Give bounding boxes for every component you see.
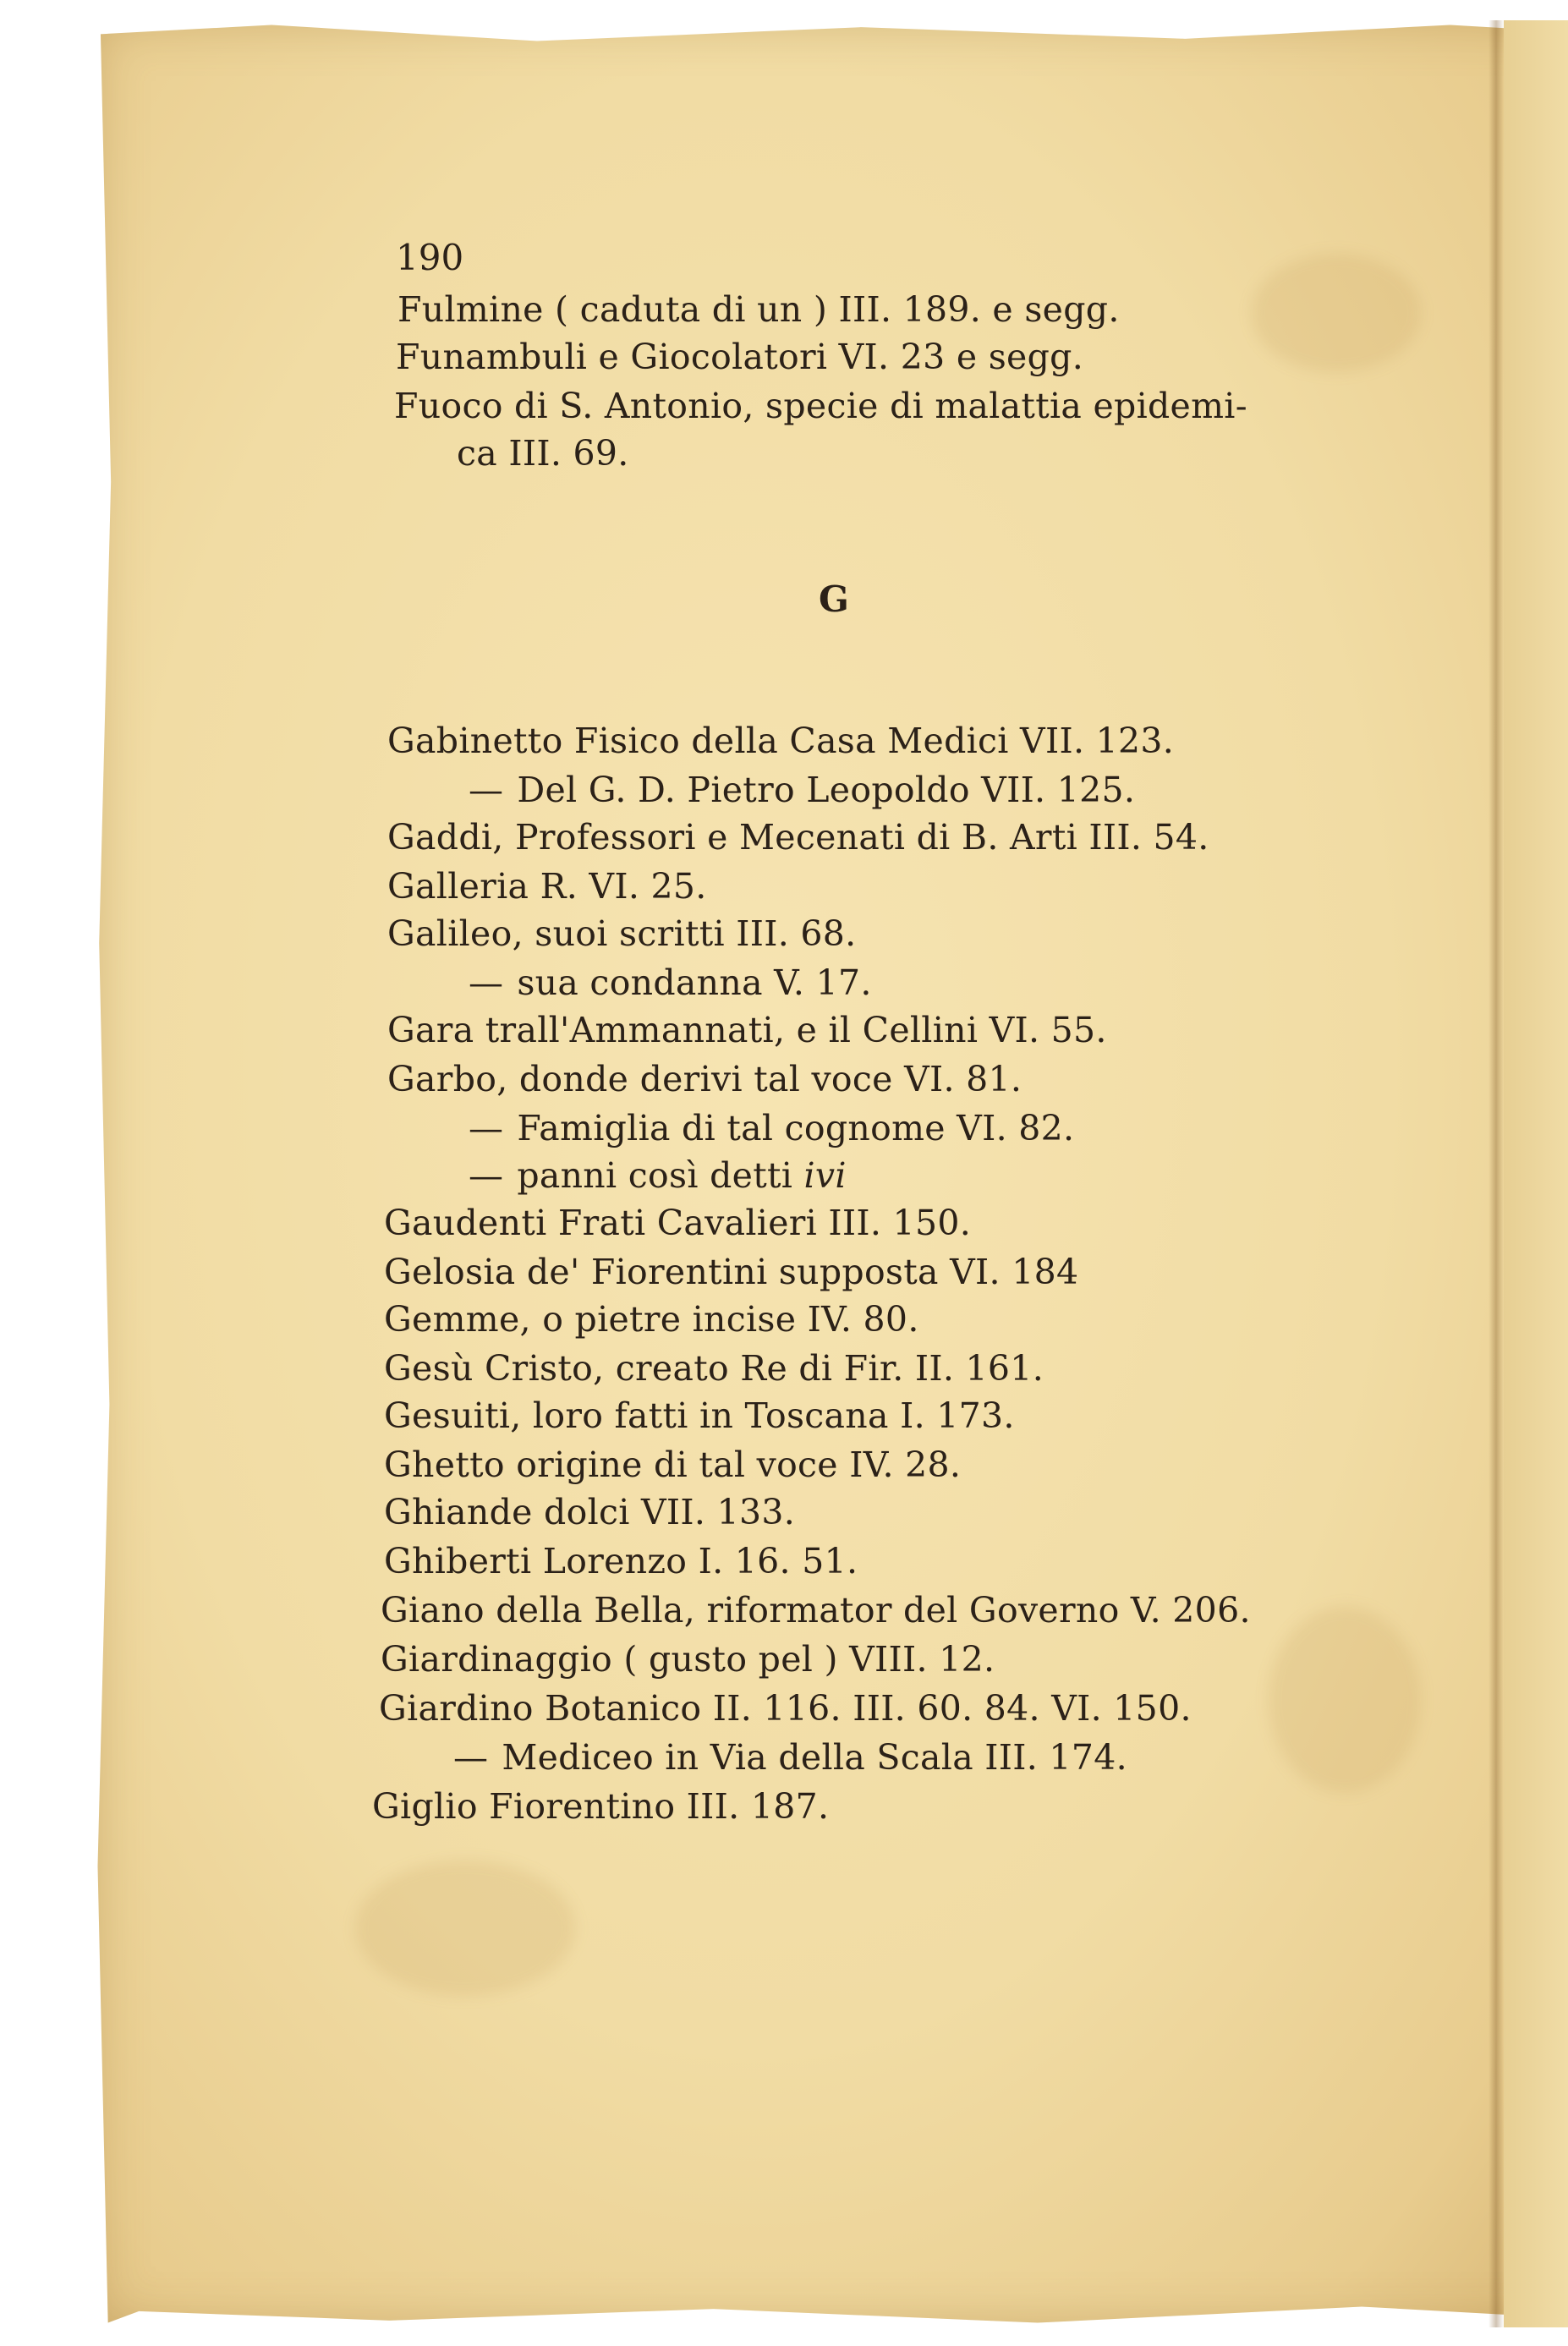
- entry-text: Garbo, donde derivi tal voce VI. 81.: [387, 1059, 1022, 1099]
- entry-text: Galileo, suoi scritti III. 68.: [387, 913, 857, 954]
- index-entry: [384, 1541, 858, 1581]
- index-subentry: [469, 1155, 847, 1196]
- page-number: 190: [396, 237, 464, 278]
- paper-stain: [1252, 254, 1421, 372]
- entry-text: ca III. 69.: [457, 433, 629, 474]
- index-entry: [394, 386, 1247, 426]
- dash-mark: —: [469, 962, 504, 1003]
- dash-mark: —: [469, 770, 504, 810]
- entry-text: Gaddi, Professori e Mecenati di B. Arti III. 54.: [387, 817, 1209, 858]
- entry-italic: ivi: [803, 1155, 847, 1196]
- index-entry: [387, 1059, 1022, 1099]
- entry-text: Fulmine ( caduta di un ) III. 189. e segg.: [397, 289, 1120, 330]
- adjacent-page-edge: [1504, 20, 1568, 2327]
- entry-text: Gesù Cristo, creato Re di Fir. II. 161.: [384, 1348, 1044, 1389]
- entry-text: Gabinetto Fisico della Casa Medici VII. 123.: [387, 721, 1175, 761]
- dash-mark: —: [453, 1737, 489, 1778]
- entry-text: Giglio Fiorentino III. 187.: [372, 1786, 830, 1827]
- entry-text: Gemme, o pietre incise IV. 80.: [384, 1299, 919, 1340]
- index-subentry: [453, 1737, 1127, 1778]
- entry-text: Gaudenti Frati Cavalieri III. 150.: [384, 1203, 972, 1243]
- entry-text: Giano della Bella, riformator del Governo V. 206.: [381, 1590, 1251, 1631]
- entry-text: Ghetto origine di tal voce IV. 28.: [384, 1444, 962, 1485]
- entry-text: Giardinaggio ( gusto pel ) VIII. 12.: [381, 1639, 995, 1680]
- dash-mark: —: [469, 1155, 504, 1196]
- index-entry: [384, 1348, 1044, 1389]
- entry-text: Galleria R. VI. 25.: [387, 866, 707, 907]
- entry-text: panni così detti: [517, 1155, 793, 1196]
- index-subentry: [469, 1108, 1074, 1148]
- entry-text: Fuoco di S. Antonio, specie di malattia epidemi-: [394, 386, 1247, 426]
- index-entry: [384, 1444, 961, 1485]
- entry-text: Funambuli e Giocolatori VI. 23 e segg.: [396, 337, 1084, 377]
- entry-text: Ghiberti Lorenzo I. 16. 51.: [384, 1541, 858, 1581]
- index-entry: [384, 1492, 795, 1532]
- index-entry: [379, 1688, 1192, 1729]
- index-entry: [387, 913, 857, 954]
- index-entry: [387, 721, 1174, 761]
- index-entry: [384, 1252, 1078, 1292]
- index-entry: [372, 1786, 829, 1827]
- index-entry: [381, 1590, 1251, 1631]
- index-entry: [387, 817, 1209, 858]
- paper-stain: [1269, 1607, 1421, 1793]
- index-entry: [457, 433, 629, 474]
- index-subentry: [469, 770, 1135, 810]
- entry-text: Gesuiti, loro fatti in Toscana I. 173.: [384, 1395, 1015, 1436]
- entry-text: Giardino Botanico II. 116. III. 60. 84. VI. 150.: [379, 1688, 1192, 1729]
- entry-text: Ghiande dolci VII. 133.: [384, 1492, 796, 1532]
- entry-text: Famiglia di tal cognome VI. 82.: [517, 1108, 1075, 1148]
- index-entry: [396, 337, 1083, 377]
- index-entry: [387, 866, 707, 907]
- binding-fold: [1489, 20, 1504, 2327]
- index-entry: [384, 1395, 1015, 1436]
- entry-text: sua condanna V. 17.: [517, 962, 872, 1003]
- index-entry: [397, 289, 1120, 330]
- index-entry: [384, 1299, 919, 1340]
- index-entry: [384, 1203, 971, 1243]
- paper-stain: [355, 1861, 575, 1996]
- entry-text: Gelosia de' Fiorentini supposta VI. 184: [384, 1252, 1079, 1292]
- section-letter: G: [819, 578, 849, 620]
- entry-text: Del G. D. Pietro Leopoldo VII. 125.: [517, 770, 1136, 810]
- index-entry: [387, 1010, 1107, 1050]
- entry-text: Gara trall'Ammannati, e il Cellini VI. 55.: [387, 1010, 1107, 1050]
- index-entry: [381, 1639, 995, 1680]
- dash-mark: —: [469, 1108, 504, 1148]
- index-subentry: [469, 962, 872, 1003]
- entry-text: Mediceo in Via della Scala III. 174.: [502, 1737, 1127, 1778]
